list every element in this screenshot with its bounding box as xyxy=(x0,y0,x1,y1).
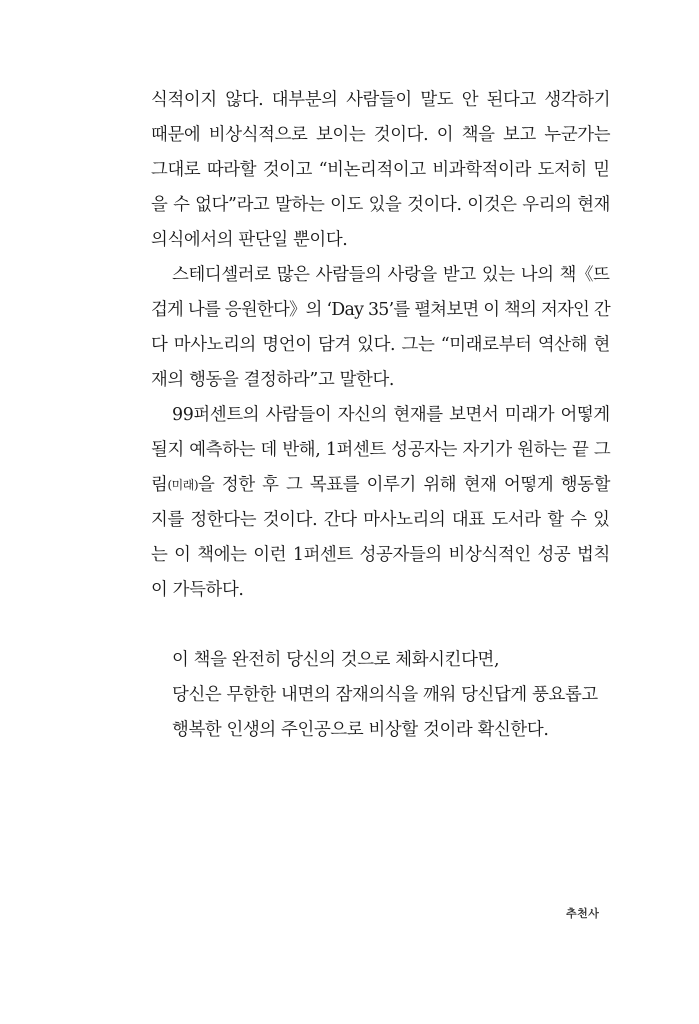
body-text-line: 스테디셀러로 많은 사람들의 사랑을 받고 있는 나의 책《뜨 xyxy=(172,265,610,285)
closing-line: 당신은 무한한 내면의 잠재의식을 깨워 당신답게 풍요롭고 xyxy=(172,685,598,705)
body-text-line: 될지 예측하는 데 반해, 1퍼센트 성공자는 자기가 원하는 끝 그 xyxy=(151,440,611,460)
body-text-line: 99퍼센트의 사람들이 자신의 현재를 보면서 미래가 어떻게 xyxy=(172,405,610,425)
closing-line: 이 책을 완전히 당신의 것으로 체화시킨다면, xyxy=(172,650,500,670)
body-text-line: 지를 정한다는 것이다. 간다 마사노리의 대표 도서라 할 수 있 xyxy=(151,510,610,530)
body-text-line: 겁게 나를 응원한다》의 ‘Day 35’를 펼쳐보면 이 책의 저자인 간 xyxy=(151,300,610,320)
closing-line: 행복한 인생의 주인공으로 비상할 것이라 확신한다. xyxy=(172,720,549,740)
section-footer-label: 추천사 xyxy=(566,907,600,920)
body-text-line: 그대로 따라할 것이고 “비논리적이고 비과학적이라 도저히 믿 xyxy=(151,160,610,180)
parenthetical-note: (미래) xyxy=(167,478,199,492)
body-text-line xyxy=(151,477,610,494)
body-text-fragment: 림 xyxy=(151,475,168,495)
body-text-line: 는 이 책에는 이런 1퍼센트 성공자들의 비상식적인 성공 법칙 xyxy=(151,545,610,565)
body-text-line: 식적이지 않다. 대부분의 사람들이 말도 안 된다고 생각하기 xyxy=(151,90,611,110)
body-text-line: 을 수 없다”라고 말하는 이도 있을 것이다. 이것은 우리의 현재 xyxy=(151,195,611,215)
body-text-line: 이 가득하다. xyxy=(151,580,244,600)
body-text-fragment: 을 정한 후 그 목표를 이루기 위해 현재 어떻게 행동할 xyxy=(198,475,611,495)
body-text-line: 다 마사노리의 명언이 담겨 있다. 그는 “미래로부터 역산해 현 xyxy=(151,335,610,355)
body-text-line: 재의 행동을 결정하라”고 말한다. xyxy=(151,370,395,390)
body-text-line: 때문에 비상식적으로 보이는 것이다. 이 책을 보고 누군가는 xyxy=(151,125,611,145)
body-text-line: 의식에서의 판단일 뿐이다. xyxy=(151,230,348,250)
